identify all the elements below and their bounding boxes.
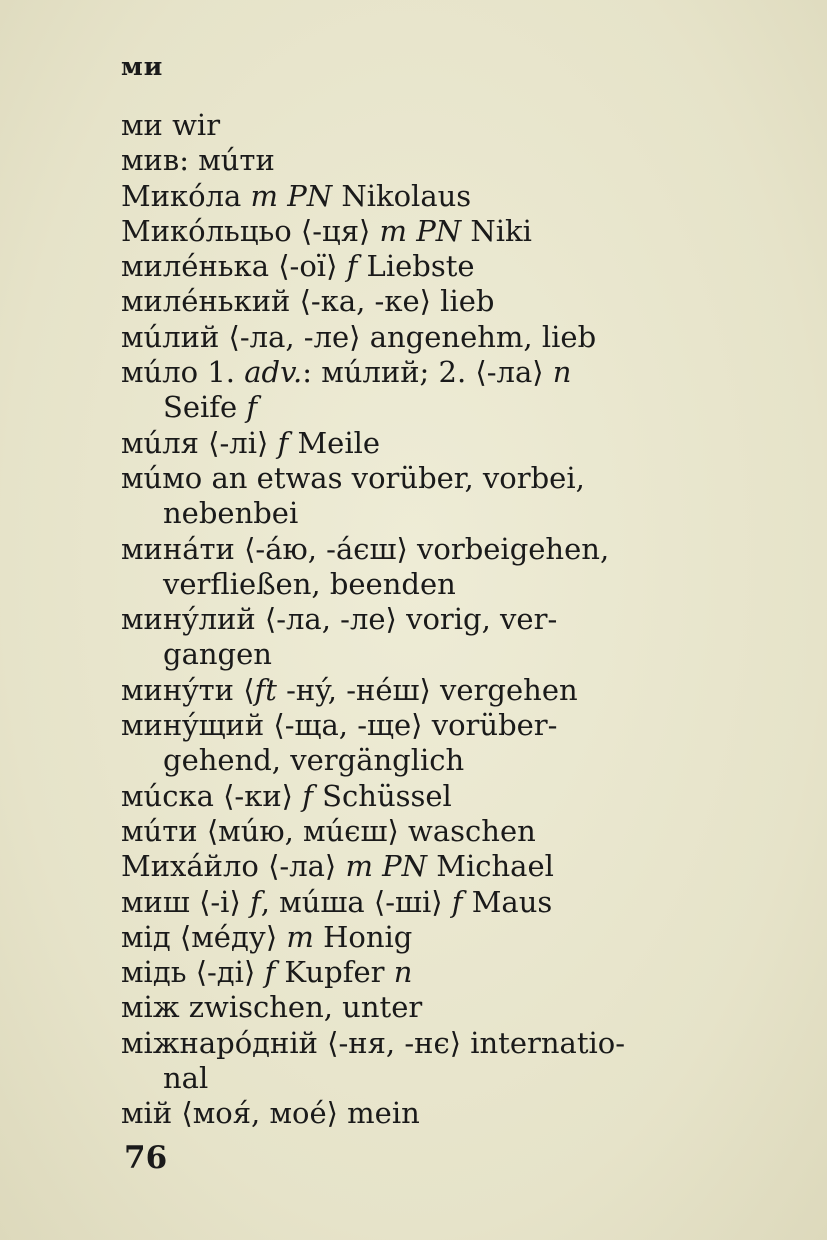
entry-text: : мúлий; 2. ⟨-ла⟩ — [302, 355, 553, 390]
dictionary-entry — [121, 320, 721, 355]
dictionary-entry — [121, 955, 721, 990]
dictionary-entry — [121, 143, 721, 178]
entry-text: милéнький ⟨-ка, -ке⟩ lieb — [121, 284, 495, 319]
entry-text: ми wir — [121, 108, 221, 142]
dictionary-entry — [121, 849, 721, 884]
dictionary-entry — [121, 1026, 721, 1061]
entry-continuation — [121, 496, 721, 531]
entry-list — [121, 108, 721, 1132]
entry-text: минýлий ⟨-ла, -ле⟩ vorig, ver- — [121, 602, 558, 637]
dictionary-entry — [121, 108, 721, 143]
entry-text: Seife — [163, 390, 247, 425]
entry-text: мúска ⟨-ки⟩ — [121, 778, 303, 813]
entry-text: міжнарóдній ⟨-ня, -нє⟩ internatio- — [121, 1025, 626, 1060]
grammar-label: f — [277, 425, 289, 460]
grammar-label: adv. — [244, 355, 303, 390]
dictionary-entry — [121, 249, 721, 284]
dictionary-entry — [121, 885, 721, 920]
dictionary-entry — [121, 532, 721, 567]
entry-text: Maus — [462, 884, 553, 919]
entry-text: минýщий ⟨-ща, -ще⟩ vorüber- — [121, 708, 558, 743]
grammar-label: ft — [254, 672, 277, 707]
entry-text: минáти ⟨-áю, -áєш⟩ vorbeigehen, — [121, 531, 610, 566]
entry-text: мúля ⟨-лі⟩ — [121, 425, 278, 460]
running-head: ми — [121, 52, 164, 81]
entry-text: мідь ⟨-ді⟩ — [121, 955, 265, 990]
entry-text: мúлий ⟨-ла, -ле⟩ angenehm, lieb — [121, 319, 597, 354]
entry-continuation — [121, 390, 721, 425]
dictionary-entry — [121, 355, 721, 390]
entry-continuation — [121, 743, 721, 778]
dictionary-entry — [121, 990, 721, 1025]
grammar-label: m PN — [345, 849, 428, 884]
entry-text: мúти ⟨мúю, мúєш⟩ waschen — [121, 813, 536, 848]
entry-text: Kupfer — [275, 955, 394, 990]
dictionary-entry — [121, 426, 721, 461]
entry-text: мій ⟨моя́, моé⟩ mein — [121, 1096, 420, 1131]
grammar-label: f — [250, 884, 261, 919]
entry-text: , мúша ⟨-ші⟩ — [260, 884, 452, 919]
dictionary-entry — [121, 779, 721, 814]
entry-text: -нý, -нéш⟩ vergehen — [276, 672, 578, 707]
entry-continuation — [121, 637, 721, 672]
entry-text: gangen — [163, 637, 272, 672]
entry-text: між zwischen, unter — [121, 990, 423, 1025]
entry-text: минýти ⟨ — [121, 672, 255, 707]
entry-text: мив: мúти — [121, 143, 275, 178]
entry-text: nal — [163, 1061, 209, 1096]
dictionary-entry — [121, 214, 721, 249]
grammar-label: m PN — [379, 213, 462, 248]
entry-text: gehend, vergänglich — [163, 743, 465, 778]
dictionary-entry — [121, 461, 721, 496]
entry-text: Микóльцьо ⟨-ця⟩ — [121, 213, 380, 248]
entry-text: миш ⟨-і⟩ — [121, 884, 250, 919]
entry-text: мúмо an etwas vorüber, vorbei, — [121, 460, 585, 495]
grammar-label: f — [346, 249, 358, 284]
dictionary-entry — [121, 708, 721, 743]
entry-text: Meile — [288, 425, 381, 460]
entry-continuation — [121, 567, 721, 602]
entry-text: Михáйло ⟨-ла⟩ — [121, 849, 346, 884]
dictionary-entry — [121, 602, 721, 637]
grammar-label: f — [264, 955, 276, 990]
grammar-label: n — [393, 955, 413, 990]
dictionary-entry — [121, 179, 721, 214]
grammar-label: f — [246, 390, 258, 425]
grammar-label: f — [302, 778, 313, 813]
entry-text: Schüssel — [312, 778, 452, 813]
dictionary-entry — [121, 673, 721, 708]
entry-text: verfließen, beenden — [163, 566, 456, 601]
dictionary-entry — [121, 920, 721, 955]
entry-text: Honig — [313, 919, 413, 954]
entry-text: Michael — [427, 849, 554, 884]
dictionary-entry — [121, 284, 721, 319]
entry-text: милéнька ⟨-ої⟩ — [121, 249, 347, 284]
entry-text: Niki — [461, 213, 532, 248]
grammar-label: m PN — [250, 178, 333, 213]
dictionary-entry — [121, 1096, 721, 1131]
entry-continuation — [121, 1061, 721, 1096]
entry-text: Nikolaus — [332, 178, 472, 213]
grammar-label: m — [286, 919, 314, 954]
entry-text: мід ⟨мéду⟩ — [121, 919, 287, 954]
grammar-label: f — [451, 884, 463, 919]
grammar-label: n — [552, 355, 572, 390]
page-number: 76 — [124, 1140, 168, 1176]
dictionary-entry — [121, 814, 721, 849]
entry-text: nebenbei — [163, 496, 299, 531]
entry-text: мúло 1. — [121, 355, 245, 390]
entry-text: Микóла — [121, 178, 251, 213]
entry-text: Liebste — [357, 249, 475, 284]
